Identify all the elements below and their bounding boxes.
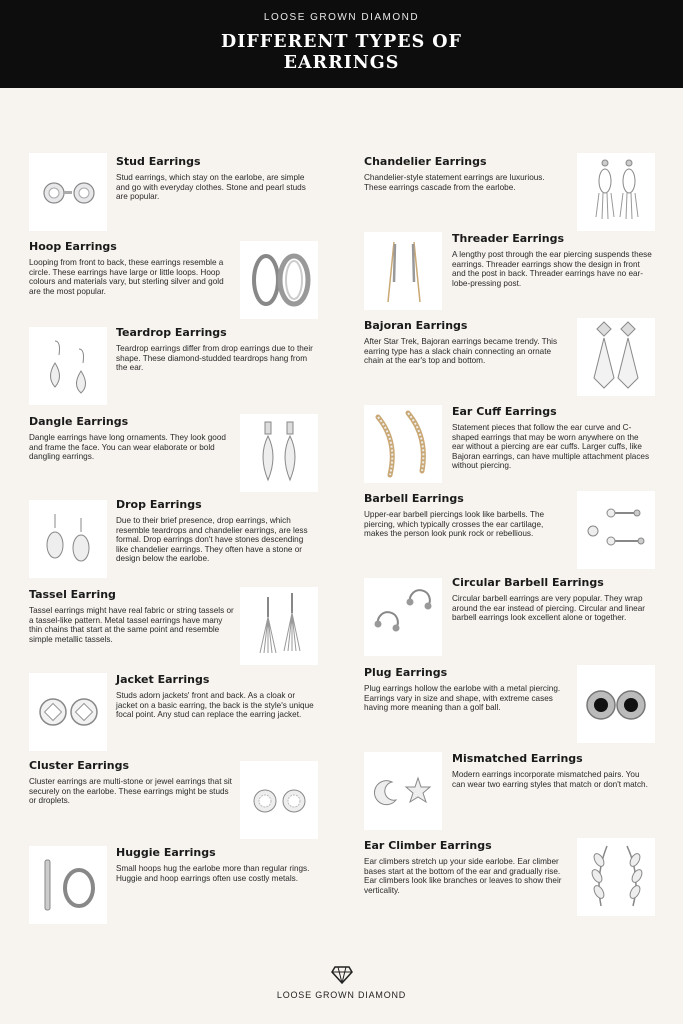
chandelier-earrings-icon	[577, 153, 655, 231]
item-title: Barbell Earrings	[364, 492, 464, 505]
item-description: Small hoops hug the earlobe more than regular rings. Huggie and hoop earrings often use costly metals.	[116, 864, 310, 883]
drop-earrings-icon	[29, 500, 107, 578]
footer	[0, 965, 683, 1000]
tassel-earrings-icon	[240, 587, 318, 665]
item-description: Plug earrings hollow the earlobe with a metal piercing. Earrings vary in size and shape, with extreme cases having more meaning than a golf ball.	[364, 684, 561, 713]
item-description: After Star Trek, Bajoran earrings became trendy. This earring type has a slack chain connecting an ornate chain at the ear's top and bottom.	[364, 337, 558, 366]
item-description: Stud earrings, which stay on the earlobe, are simple and go with everyday clothes. Stone and pearl studs are popular.	[116, 173, 306, 202]
item-title: Threader Earrings	[452, 232, 565, 245]
item-description: Statement pieces that follow the ear curve and C-shaped earrings that may be worn anywhere on the ear without a piercing are ear cuffs. Larger cuffs, like Bajoran earrings, can have multiple attachment places without piercing.	[452, 423, 650, 471]
circular-barbell-icon	[364, 578, 442, 656]
item-title: Mismatched Earrings	[452, 752, 583, 765]
diamond-logo-icon	[331, 965, 353, 985]
item-title: Cluster Earrings	[29, 759, 130, 772]
item-title: Tassel Earring	[29, 588, 116, 601]
item-title: Jacket Earrings	[116, 673, 210, 686]
item-description: Circular barbell earrings are very popular. They wrap around the ear instead of piercing. Circular and linear barbell earrings look excellent alone or together.	[452, 594, 645, 623]
huggie-earrings-icon	[29, 846, 107, 924]
item-title: Circular Barbell Earrings	[452, 576, 604, 589]
item-title: Hoop Earrings	[29, 240, 117, 253]
jacket-earrings-icon	[29, 673, 107, 751]
dangle-earrings-icon	[240, 414, 318, 492]
item-description: Looping from front to back, these earrings resemble a circle. These earrings have large or little loops. Hoop colours and materials vary, but sterling silver and gold are the most popular.	[29, 258, 224, 296]
item-description: Ear climbers stretch up your side earlobe. Ear climber bases start at the bottom of the ear and gradually rise. Ear climbers look like branches or leaves to show their verticality.	[364, 857, 562, 895]
item-description: Chandelier-style statement earrings are luxurious. These earrings cascade from the earlobe.	[364, 173, 545, 192]
item-description: Cluster earrings are multi-stone or jewel earrings that sit securely on the earlobe. These earrings might be studs or droplets.	[29, 777, 232, 806]
item-description: Studs adorn jackets' front and back. As a cloak or jacket on a basic earring, the back is the style's unique focal point. Any stud can replace the earring jacket.	[116, 691, 314, 720]
item-description: Teardrop earrings differ from drop earrings due to their shape. These diamond-studded teardrops hang from the ear.	[116, 344, 313, 373]
bajoran-earrings-icon	[577, 318, 655, 396]
item-description: A lengthy post through the ear piercing suspends these earrings. Threader earrings show the design in front and the post in back. Threader earrings have no ear-lobe-pressing post.	[452, 250, 652, 288]
item-title: Ear Cuff Earrings	[452, 405, 557, 418]
item-title: Ear Climber Earrings	[364, 839, 492, 852]
item-description: Upper-ear barbell piercings look like barbells. The piercing, which typically crosses the ear cartilage, makes the person look punk rock or rebellious.	[364, 510, 545, 539]
threader-earrings-icon	[364, 232, 442, 310]
item-title: Bajoran Earrings	[364, 319, 468, 332]
item-description: Tassel earrings might have real fabric or string tassels or a tassel-like pattern. Metal tassel earrings have many thin chains that start at the same point and resemble simple metallic tassels.	[29, 606, 234, 644]
item-title: Stud Earrings	[116, 155, 201, 168]
item-description: Due to their brief presence, drop earrings, which resemble teardrops and chandelier earrings, are less formal. Drop earrings don't have stones descending like chandelier earrings. They often have a stone or design below the earlobe.	[116, 516, 308, 564]
title-line-2: EARRINGS	[283, 53, 400, 73]
item-title: Plug Earrings	[364, 666, 448, 679]
hoop-earrings-icon	[240, 241, 318, 319]
stud-earrings-icon	[29, 153, 107, 231]
item-title: Huggie Earrings	[116, 846, 216, 859]
item-title: Chandelier Earrings	[364, 155, 487, 168]
item-title: Drop Earrings	[116, 498, 202, 511]
title-line-1: DIFFERENT TYPES OF	[221, 32, 462, 52]
teardrop-earrings-icon	[29, 327, 107, 405]
mismatched-earrings-icon	[364, 752, 442, 830]
cluster-earrings-icon	[240, 761, 318, 839]
item-description: Dangle earrings have long ornaments. They look good and frame the face. You can wear elaborate or bold dangling earrings.	[29, 433, 226, 462]
header-banner	[0, 0, 683, 88]
barbell-earrings-icon	[577, 491, 655, 569]
ear-cuff-icon	[364, 405, 442, 483]
item-description: Modern earrings incorporate mismatched pairs. You can wear two earring styles that match or don't match.	[452, 770, 648, 789]
plug-earrings-icon	[577, 665, 655, 743]
item-title: Teardrop Earrings	[116, 326, 227, 339]
item-title: Dangle Earrings	[29, 415, 129, 428]
brand-name: LOOSE GROWN DIAMOND	[263, 12, 420, 23]
ear-climber-icon	[577, 838, 655, 916]
page-title	[0, 32, 683, 74]
footer-brand: LOOSE GROWN DIAMOND	[276, 990, 407, 1000]
